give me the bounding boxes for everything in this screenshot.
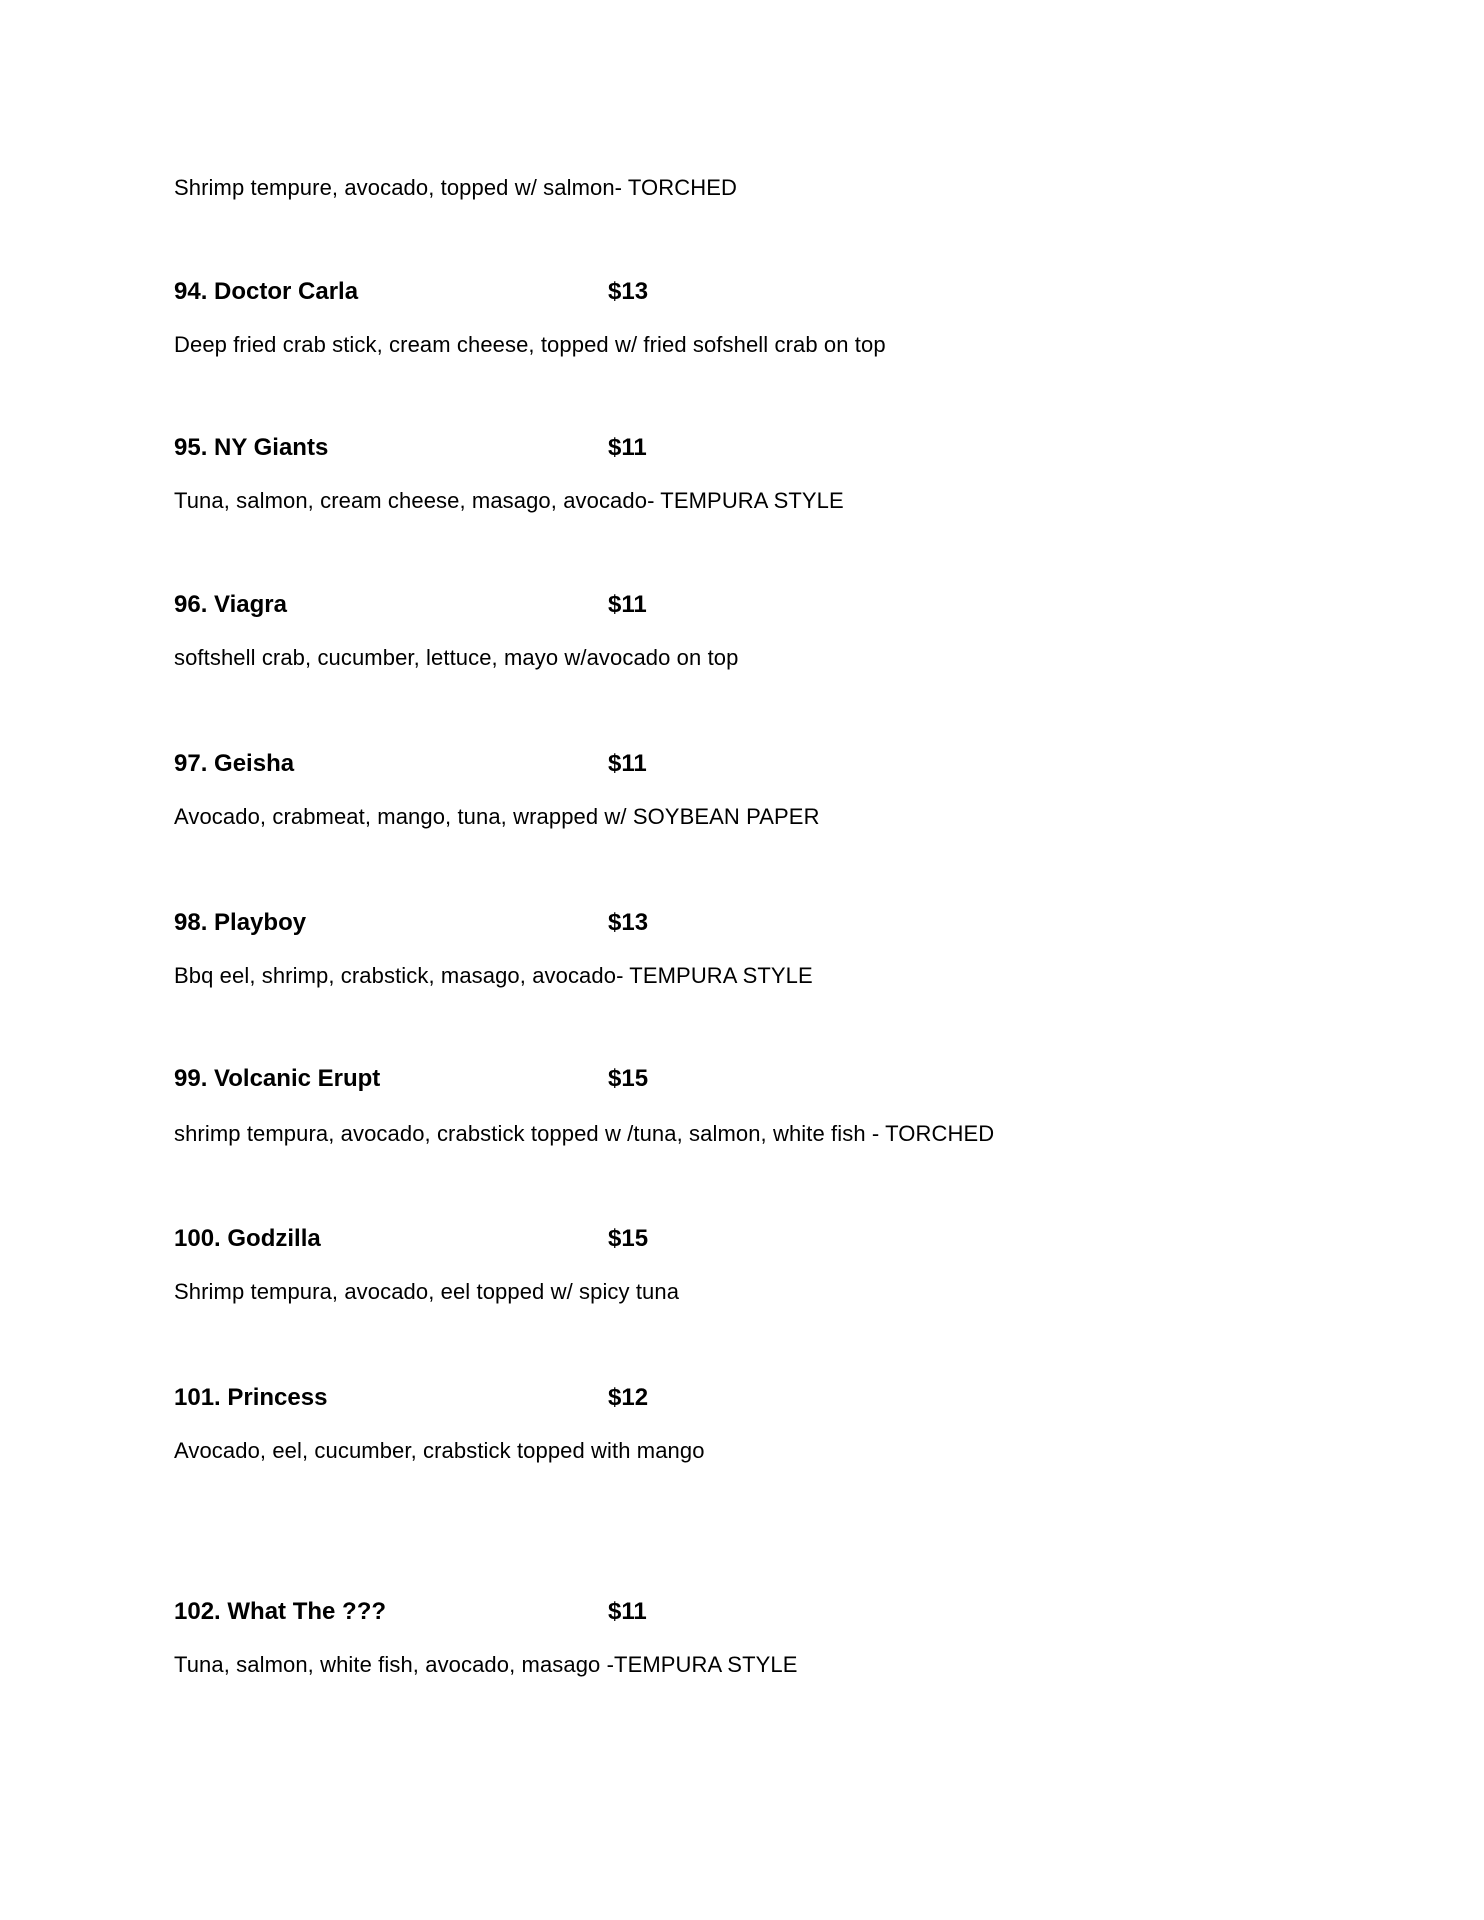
item-price: $13 [608,278,649,305]
item-description: Deep fried crab stick, cream cheese, topped w/ fried sofshell crab on top [174,332,886,357]
item-name: 101. Princess [174,1384,328,1411]
item-name: 98. Playboy [174,909,307,936]
intro-description: Shrimp tempure, avocado, topped w/ salmon- TORCHED [174,175,737,200]
item-name: 95. NY Giants [174,434,329,461]
item-price: $11 [608,591,647,618]
item-description: Avocado, eel, cucumber, crabstick topped with mango [174,1438,705,1463]
item-price: $15 [608,1065,649,1092]
item-price: $15 [608,1225,649,1252]
item-description: Tuna, salmon, cream cheese, masago, avocado- TEMPURA STYLE [174,488,844,513]
item-name: 100. Godzilla [174,1225,321,1252]
item-description: Tuna, salmon, white fish, avocado, masago -TEMPURA STYLE [174,1652,798,1677]
item-description: Shrimp tempura, avocado, eel topped w/ spicy tuna [174,1279,680,1304]
item-description: shrimp tempura, avocado, crabstick topped w /tuna, salmon, white fish - TORCHED [174,1121,995,1146]
item-price: $12 [608,1384,649,1411]
item-name: 99. Volcanic Erupt [174,1065,381,1092]
item-name: 94. Doctor Carla [174,278,359,305]
item-description: softshell crab, cucumber, lettuce, mayo w/avocado on top [174,645,739,670]
item-name: 96. Viagra [174,591,287,618]
item-name: 102. What The ??? [174,1598,387,1625]
item-price: $11 [608,1598,647,1625]
item-price: $11 [608,434,647,461]
item-description: Bbq eel, shrimp, crabstick, masago, avocado- TEMPURA STYLE [174,963,813,988]
item-price: $11 [608,750,647,777]
item-name: 97. Geisha [174,750,295,777]
item-price: $13 [608,909,649,936]
item-description: Avocado, crabmeat, mango, tuna, wrapped w/ SOYBEAN PAPER [174,804,820,829]
